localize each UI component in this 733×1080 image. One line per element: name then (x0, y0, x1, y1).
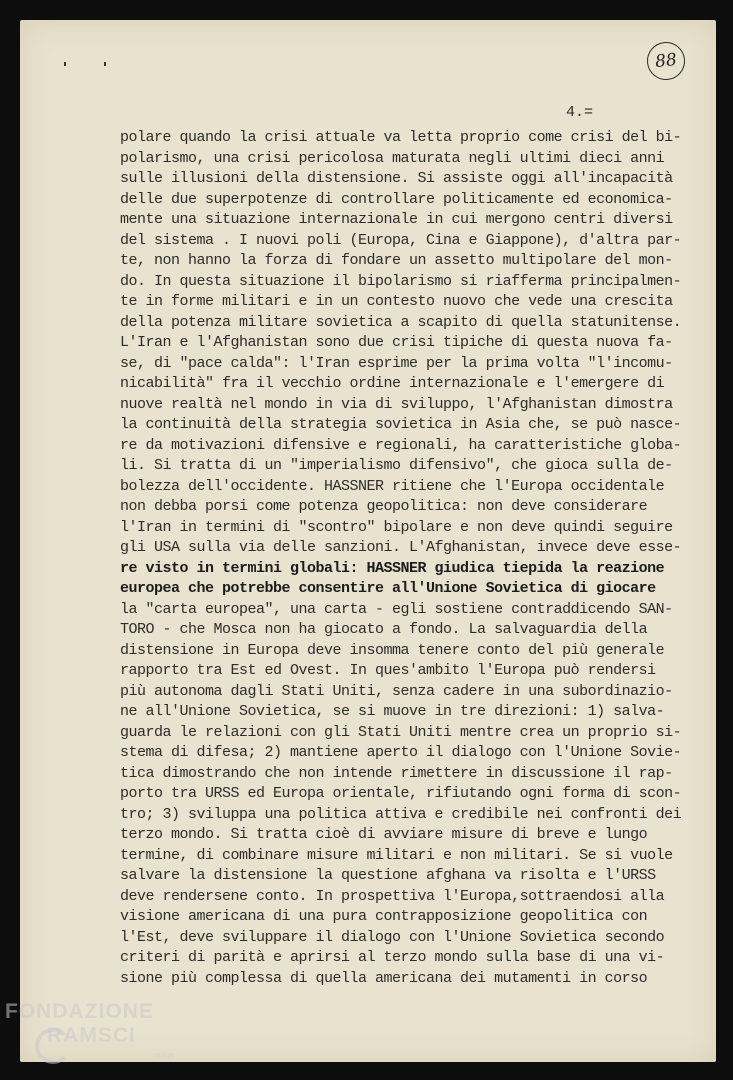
text-line: la continuità della strategia sovietica in Asia che, se può nasce- (120, 416, 682, 433)
text-line: do. In questa situazione il bipolarismo si riafferma principalmen- (120, 272, 682, 290)
text-line: te, non hanno la forza di fondare un assetto multipolare del mon- (120, 252, 673, 269)
text-line: distensione in Europa deve insomma tenere conto del più generale (120, 641, 665, 659)
text-line: mente una situazione internazionale in cui mergono centri diversi (120, 211, 673, 228)
text-line: tro; 3) sviluppa una politica attiva e credibile nei confronti dei (120, 805, 682, 823)
text-line: più autonoma dagli Stati Uniti, senza cadere in una subordinazio- (120, 682, 673, 700)
text-line: l'Iran in termini di "scontro" bipolare e non deve quindi seguire (120, 518, 673, 536)
text-line: bolezza dell'occidente. HASSNER ritiene che l'Europa occidentale (120, 477, 665, 495)
text-line: della potenza militare sovietica a scapito di quella statunitense. (120, 313, 682, 331)
punch-mark (104, 62, 106, 66)
text-line: del sistema . I nuovi poli (Europa, Cina e Giappone), d'altra par- (120, 231, 682, 249)
text-line: stema di difesa; 2) mantiene aperto il dialogo con l'Unione Sovie- (120, 744, 682, 761)
text-line: delle due superpotenze di controllare politicamente ed economica- (120, 190, 673, 208)
text-line: rapporto tra Est ed Ovest. In ques'ambito l'Europa può rendersi (120, 662, 656, 679)
text-line: l'Est, deve sviluppare il dialogo con l'Unione Sovietica secondo (120, 928, 665, 946)
archive-number-stamp: 88 (645, 40, 687, 82)
text-line: la "carta europea", una carta - egli sostiene contraddicendo SAN- (120, 600, 673, 618)
text-line: se, di "pace calda": l'Iran esprime per la prima volta "l'incomu- (120, 354, 673, 372)
text-line: L'Iran e l'Afghanistan sono due crisi tipiche di questa nuova fa- (120, 334, 673, 351)
text-line: visione americana di una pura contrapposizione geopolitica con (120, 908, 648, 925)
text-line: li. Si tratta di un "imperialismo difensivo", che gioca sulla de- (120, 457, 673, 474)
text-line: gli USA sulla via delle sanzioni. L'Afghanistan, invece deve esse- (120, 539, 682, 556)
text-line: guarda le relazioni con gli Stati Uniti mentre crea un proprio si- (120, 723, 682, 741)
text-line: nicabilità" fra il vecchio ordine internazionale e l'emergere di (120, 375, 665, 392)
text-line: nuove realtà nel mondo in via di sviluppo, l'Afghanistan dimostra (120, 395, 673, 413)
watermark-line1: FONDAZIONE (5, 1000, 154, 1023)
page-number: 4.= (566, 104, 594, 121)
text-line: termine, di combinare misure militari e non militari. Se si vuole (120, 846, 673, 864)
text-line: polare quando la crisi attuale va letta proprio come crisi del bi- (120, 129, 682, 146)
text-line: salvare la distensione la questione afghana va risolta e l'URSS (120, 867, 656, 884)
watermark-line2: RAMSCI (47, 1024, 136, 1047)
text-line: TORO - che Mosca non ha giocato a fondo. La salvaguardia della (120, 621, 648, 638)
text-line: porto tra URSS ed Europa orientale, rifiutando ogni forma di scon- (120, 785, 682, 802)
text-line: europea che potrebbe consentire all'Unione Sovietica di giocare (120, 580, 656, 597)
text-line: sulle illusioni della distensione. Si assiste oggi all'incapacità (120, 170, 673, 187)
watermark-logo (5, 1000, 175, 1060)
punch-mark (64, 62, 66, 66)
text-line: ne all'Unione Sovietica, se si muove in tre direzioni: 1) salva- (120, 703, 665, 720)
text-line: non debba porsi come potenza geopolitica: non deve considerare (120, 498, 648, 515)
body-text (120, 128, 700, 989)
watermark-g-icon (35, 1028, 71, 1064)
text-line: re visto in termini globali: HASSNER giudica tiepida la reazione (120, 559, 665, 577)
text-line: tica dimostrando che non intende rimettere in discussione il rap- (120, 764, 673, 782)
text-line: sione più complessa di quella americana dei mutamenti in corso (120, 969, 648, 987)
watermark-sub: onlus (153, 1050, 175, 1060)
text-line: polarismo, una crisi pericolosa maturata negli ultimi dieci anni (120, 149, 665, 167)
text-line: te in forme militari e in un contesto nuovo che vede una crescita (120, 293, 673, 310)
text-line: terzo mondo. Si tratta cioè di avviare misure di breve e lungo (120, 826, 648, 843)
text-line: re da motivazioni difensive e regionali, ha caratteristiche globa- (120, 436, 682, 454)
text-line: criteri di parità e aprirsi al terzo mondo sulla base di una vi- (120, 949, 665, 966)
text-line: deve rendersene conto. In prospettiva l'Europa,sottraendosi alla (120, 887, 665, 905)
